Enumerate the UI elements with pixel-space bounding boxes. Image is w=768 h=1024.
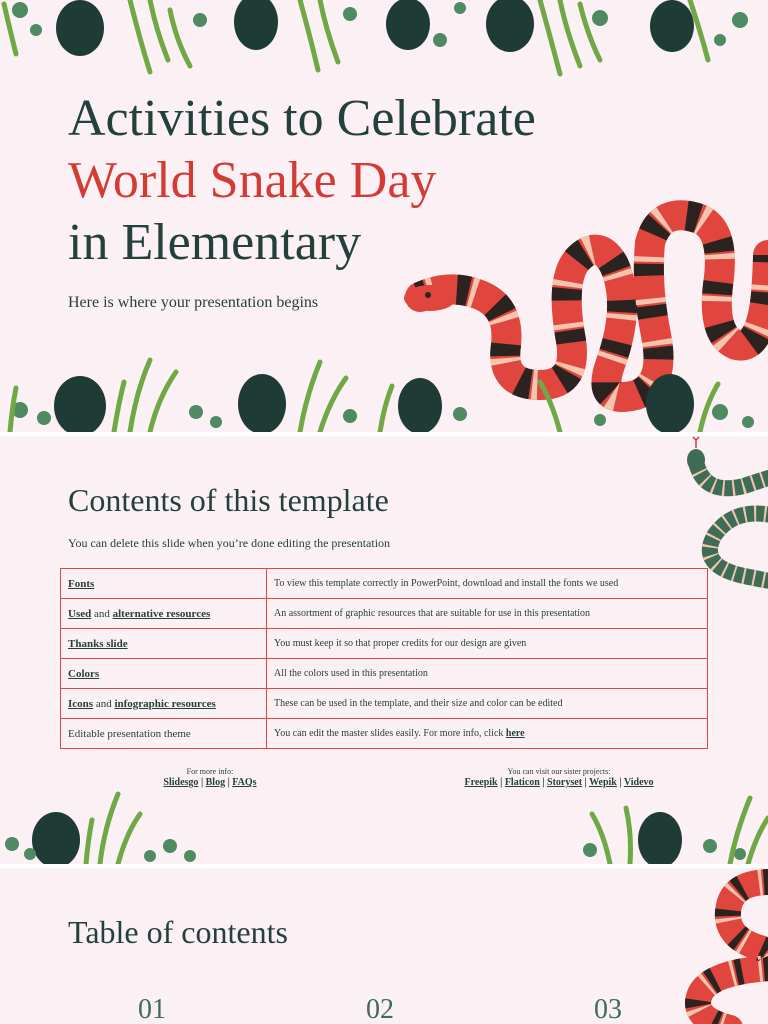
slidesgo-link[interactable]: Slidesgo bbox=[163, 777, 199, 788]
link-separator: | bbox=[582, 777, 590, 788]
videvo-link[interactable]: Videvo bbox=[623, 777, 654, 788]
top-foliage-decoration bbox=[0, 0, 768, 80]
slide-title[interactable] bbox=[0, 0, 768, 432]
bottom-foliage-decoration bbox=[0, 352, 768, 432]
table-cell-desc: To view this template correctly in PowerPoint, download and install the fonts we used bbox=[267, 569, 708, 599]
link-separator: | bbox=[225, 777, 233, 788]
table-cell-label bbox=[61, 719, 267, 749]
table-cell-desc: You must keep it so that proper credits for our design are given bbox=[267, 629, 708, 659]
table-cell-label bbox=[61, 629, 267, 659]
slide-table-of-contents[interactable] bbox=[0, 868, 768, 1024]
table-cell-label bbox=[61, 689, 267, 719]
contents-description: You can delete this slide when you’re done editing the presentation bbox=[68, 536, 391, 550]
blog-link[interactable]: Blog bbox=[205, 777, 226, 788]
toc-number-3: 03 bbox=[594, 994, 622, 1024]
and-text: and bbox=[91, 607, 113, 620]
used-link[interactable]: Used bbox=[68, 607, 92, 620]
infographic-resources-link[interactable]: infographic resources bbox=[114, 697, 216, 710]
title-line-2: World Snake Day bbox=[68, 152, 437, 209]
table-cell-desc: All the colors used in this presentation bbox=[267, 659, 708, 689]
icons-link[interactable]: Icons bbox=[68, 697, 94, 710]
link-separator: | bbox=[497, 777, 505, 788]
toc-number-1: 01 bbox=[138, 994, 166, 1024]
faqs-link[interactable]: FAQs bbox=[232, 777, 257, 788]
table-cell-label bbox=[61, 659, 267, 689]
table-row bbox=[61, 599, 708, 629]
link-separator: | bbox=[198, 777, 206, 788]
footer-sister-projects-label: You can visit our sister projects: bbox=[507, 767, 611, 776]
here-link[interactable]: here bbox=[505, 728, 525, 739]
wepik-link[interactable]: Wepik bbox=[589, 777, 617, 788]
slide-contents[interactable] bbox=[0, 436, 768, 864]
table-cell-desc: An assortment of graphic resources that are suitable for use in this presentation bbox=[267, 599, 708, 629]
table-cell-label bbox=[61, 599, 267, 629]
fonts-link[interactable]: Fonts bbox=[68, 577, 95, 590]
coral-snake-corner-illustration bbox=[670, 868, 768, 1024]
toc-title: Table of contents bbox=[68, 914, 288, 950]
toc-number-2: 02 bbox=[366, 994, 394, 1024]
link-separator: | bbox=[616, 777, 624, 788]
footer-more-info-label: For more info: bbox=[186, 767, 234, 776]
title-line-3: in Elementary bbox=[68, 214, 362, 271]
link-separator: | bbox=[539, 777, 548, 788]
table-row bbox=[61, 719, 708, 749]
table-cell-label bbox=[61, 569, 267, 599]
flaticon-link[interactable]: Flaticon bbox=[504, 777, 540, 788]
alternative-resources-link[interactable]: alternative resources bbox=[112, 607, 211, 620]
table-row bbox=[61, 629, 708, 659]
freepik-link[interactable]: Freepik bbox=[464, 777, 498, 788]
thanks-slide-link[interactable]: Thanks slide bbox=[68, 637, 128, 650]
colors-link[interactable]: Colors bbox=[68, 667, 100, 680]
editable-desc-text: You can edit the master slides easily. For more info, click bbox=[274, 728, 506, 739]
presentation-subtitle: Here is where your presentation begins bbox=[68, 294, 319, 311]
contents-table bbox=[60, 568, 708, 749]
table-row bbox=[61, 569, 708, 599]
bottom-right-foliage-decoration bbox=[570, 784, 768, 864]
bottom-left-foliage-decoration bbox=[0, 784, 210, 864]
storyset-link[interactable]: Storyset bbox=[547, 777, 583, 788]
table-row bbox=[61, 659, 708, 689]
table-row bbox=[61, 689, 708, 719]
editable-theme-text: Editable presentation theme bbox=[68, 727, 191, 740]
contents-title: Contents of this template bbox=[68, 482, 389, 518]
and-text: and bbox=[93, 697, 115, 710]
table-cell-desc bbox=[267, 719, 708, 749]
title-line-1: Activities to Celebrate bbox=[68, 90, 536, 147]
table-cell-desc: These can be used in the template, and their size and color can be edited bbox=[267, 689, 708, 719]
